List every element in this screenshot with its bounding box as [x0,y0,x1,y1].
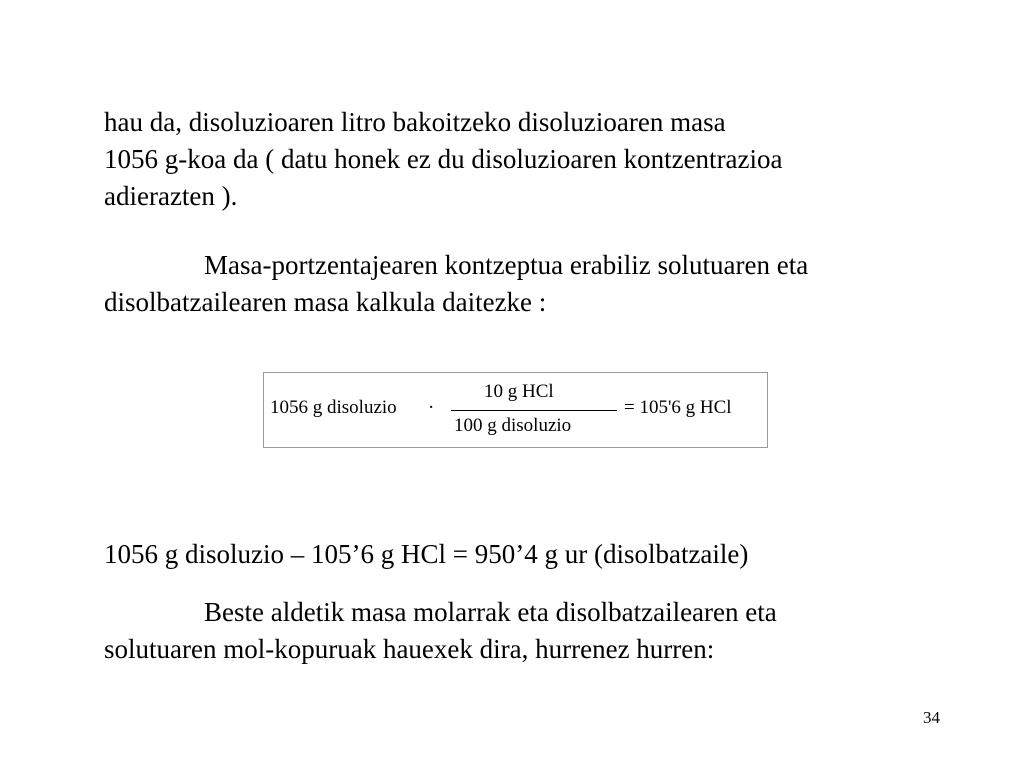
page-number: 34 [923,708,940,727]
formula-left-term: 1056 g disoluzio [270,397,397,418]
text-line: Masa-portzentajearen kontzeptua erabiliz solutuaren eta [204,250,809,280]
paragraph-density-explanation [104,104,984,215]
formula-denominator: 100 g disoluzio [454,415,572,436]
fraction-bar [451,410,617,411]
formula-dot: · [428,397,435,418]
formula-image [263,372,768,448]
text-line: adierazten ). [104,181,238,211]
paragraph-molar-masses [104,594,984,668]
text-line: disolbatzailearen masa kalkula daitezke : [104,287,547,317]
formula-result: = 105'6 g HCl [624,397,732,418]
text-line: Beste aldetik masa molarrak eta disolbatzailearen eta [204,597,777,627]
paragraph-mass-percentage [104,247,984,321]
paragraph-solvent-mass [104,536,984,573]
text-line: 1056 g-koa da ( datu honek ez du disoluzioaren kontzentrazioa [104,144,783,174]
text-line: 1056 g disoluzio – 105’6 g HCl = 950’4 g ur (disolbatzaile) [104,539,749,569]
text-line: solutuaren mol-kopuruak hauexek dira, hurrenez hurren: [104,634,715,664]
text-line: hau da, disoluzioaren litro bakoitzeko disoluzioaren masa [104,107,726,137]
formula-numerator: 10 g HCl [484,381,554,402]
